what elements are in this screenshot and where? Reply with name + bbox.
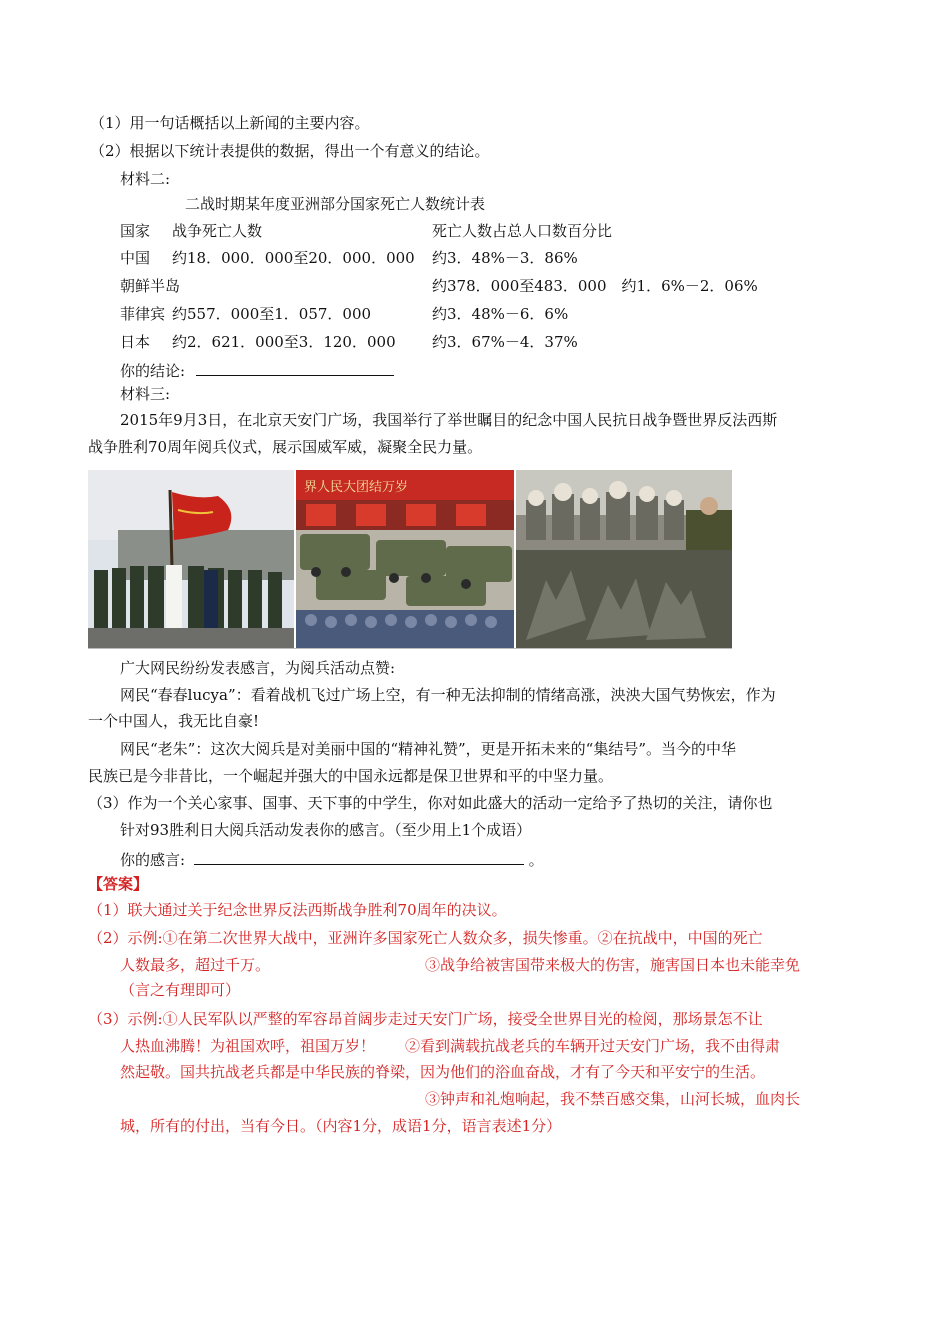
parade-photo-missile-vehicles (296, 470, 514, 648)
netizen-1-text-line: 一个中国人，我无比自豪! (88, 712, 260, 730)
answer-2-line: （2）示例:①在第二次世界大战中，亚洲许多国家死亡人数众多，损失惨重。②在抗战中，中国的死亡 (88, 929, 763, 947)
feeling-blank[interactable] (194, 848, 524, 865)
netizen-2-text-line: 民族已是今非昔比，一个崛起并强大的中国永远都是保卫世界和平的中坚力量。 (88, 767, 614, 785)
table-cell-deaths: 约2．621．000至3．120．000 (172, 333, 396, 351)
question-1: （1）用一句话概括以上新闻的主要内容。 (90, 114, 370, 132)
answer-label: 【答案】 (88, 875, 149, 893)
table-cell-percent: 约378．000至483．000 约1．6%－2．06% (432, 277, 758, 295)
table-cell-deaths: 约557．000至1．057．000 (172, 305, 372, 323)
answer-2-line: ③战争给被害国带来极大的伤害，施害国日本也未能幸免 (425, 956, 801, 974)
table-header-percent: 死亡人数占总人口数百分比 (432, 222, 613, 240)
answer-3-line: （3）示例:①人民军队以严整的军容昂首阔步走过天安门广场，接受全世界目光的检阅，那场景怎不让 (88, 1010, 763, 1028)
feeling-end: 。 (528, 851, 544, 869)
answer-3-line: 城，所有的付出，当有今日。（内容1分，成语1分，语言表述1分） (120, 1117, 562, 1135)
material-3-label: 材料三: (120, 385, 171, 403)
netizen-2-text-line: 网民“老朱”：这次大阅兵是对美丽中国的“精神礼赞”，更是开拓未来的“集结号”。当今的中华 (120, 740, 737, 758)
answer-3-line: 然起敬。国共抗战老兵都是中华民族的脊梁，因为他们的浴血奋战，才有了今天和平安宁的生活。 (120, 1063, 766, 1081)
answer-3-line: ③钟声和礼炮响起，我不禁百感交集，山河长城，血肉长 (425, 1090, 801, 1108)
question-3-line: （3）作为一个关心家事、国事、天下事的中学生，你对如此盛大的活动一定给予了热切的关注，请你也 (88, 794, 773, 812)
table-cell-percent: 约3．67%－4．37% (432, 333, 578, 351)
answer-3-line: 人热血沸腾！为祖国欢呼，祖国万岁！ ②看到满载抗战老兵的车辆开过天安门广场，我不由得肃 (120, 1037, 781, 1055)
photo-divider (88, 648, 732, 649)
feeling-line (120, 848, 544, 870)
table-cell-deaths: 约18．000．000至20．000．000 (172, 249, 415, 267)
table-cell-country: 中国 (120, 249, 151, 267)
question-2: （2）根据以下统计表提供的数据，得出一个有意义的结论。 (90, 142, 490, 160)
answer-1: （1）联大通过关于纪念世界反法西斯战争胜利70周年的决议。 (88, 901, 507, 919)
conclusion-blank[interactable] (196, 359, 394, 376)
answer-2-line: 人数最多，超过千万。 (120, 956, 271, 974)
answer-2-line: （言之有理即可） (120, 981, 241, 999)
feeling-label: 你的感言: (120, 851, 186, 869)
parade-photo-flag-guard (88, 470, 294, 648)
netizen-1-text-line: 网民“春春lucya”：看着战机飞过广场上空，有一种无法抑制的情绪高涨，泱泱大国气势恢宏，作为 (120, 686, 776, 704)
banner-text: 界人民大团结万岁 (304, 480, 409, 495)
material-3-text-line: 2015年9月3日，在北京天安门广场，我国举行了举世瞩目的纪念中国人民抗日战争暨世界反法西斯 (120, 411, 778, 429)
conclusion-line (120, 359, 394, 381)
table-header-deaths: 战争死亡人数 (172, 222, 263, 240)
material-3-text-line: 战争胜利70周年阅兵仪式，展示国威军威，凝聚全民力量。 (88, 438, 483, 456)
material-2-label: 材料二: (120, 170, 171, 188)
question-3-line: 针对93胜利日大阅兵活动发表你的感言。（至少用上1个成语） (120, 821, 532, 839)
table-cell-percent: 约3．48%－3．86% (432, 249, 578, 267)
netizen-intro: 广大网民纷纷发表感言，为阅兵活动点赞: (120, 659, 396, 677)
conclusion-label: 你的结论: (120, 362, 186, 380)
table-cell-country: 菲律宾 (120, 305, 166, 323)
table-cell-percent: 约3．48%－6．6% (432, 305, 569, 323)
table-cell-country: 日本 (120, 333, 151, 351)
table-cell-country: 朝鲜半岛 (120, 277, 181, 295)
table-title: 二战时期某年度亚洲部分国家死亡人数统计表 (185, 195, 486, 213)
table-header-country: 国家 (120, 222, 151, 240)
parade-photo-veterans (516, 470, 732, 648)
